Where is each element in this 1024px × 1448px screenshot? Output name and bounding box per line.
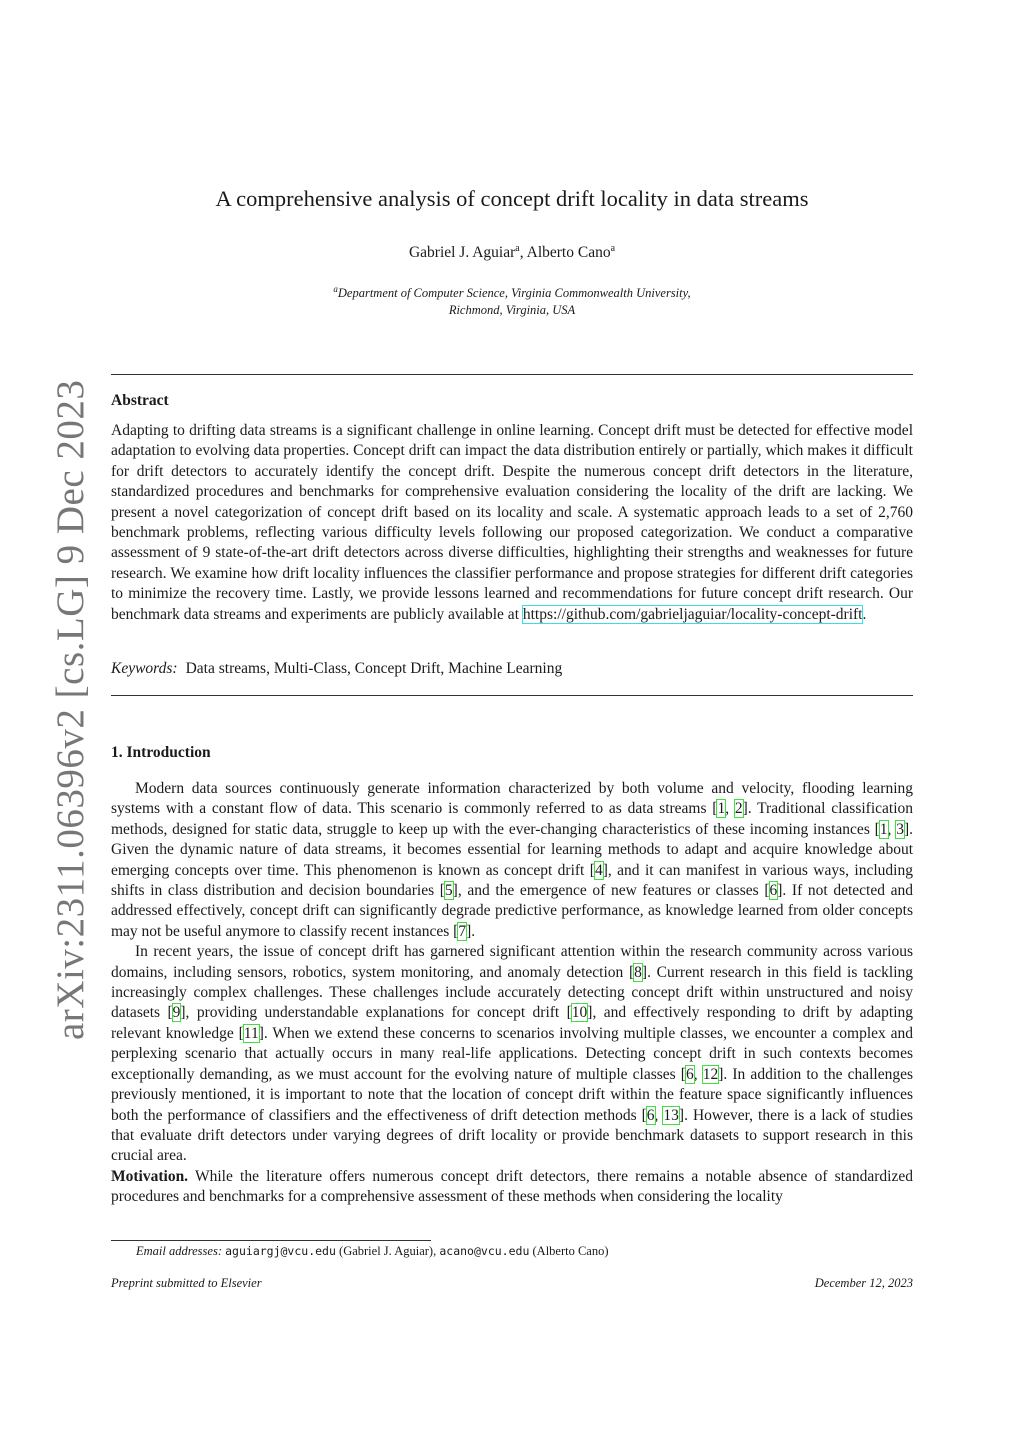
arxiv-side-stamp: arXiv:2311.06396v2 [cs.LG] 9 Dec 2023	[49, 379, 92, 1040]
author-list: Gabriel J. Aguiar$^a$, Alberto Cano$^a$	[408, 243, 616, 262]
affiliation-mark: a	[333, 284, 338, 294]
author-mark: a	[610, 243, 616, 254]
citation-link[interactable]: 9	[172, 1004, 181, 1022]
author-name: Alberto Cano	[526, 244, 611, 262]
email-link[interactable]: acano@vcu.edu	[439, 1244, 530, 1258]
citation-link[interactable]: 1	[879, 820, 888, 838]
citation-link[interactable]: 2	[734, 800, 743, 818]
keywords-text: Data streams, Multi-Class, Concept Drift, Machine Learning	[185, 660, 563, 677]
abstract-body: Adapting to drifting data streams is a significant challenge in online learning. Concept drift must be detected for effective model adaptation to evolving data properties. Concept drift can impact the data distribution entirely or partially, which makes it difficult for drift detectors to accurately identify the concept drift. Despite the numerous concept drift detectors in the literature, standardized procedures and benchmarks for comprehensive evaluation considering the locality of the drift are lacking. We present a novel categorization of concept drift based on its locality and scale. A systematic approach leads to a set of 2,760 benchmark problems, reflecting various difficulty levels following our proposed categorization. We conduct a comparative assessment of 9 state-of-the-art drift detectors across diverse difficulties, highlighting their strengths and weaknesses for future research. We examine how drift locality influences the classifier performance and propose strategies for different drift categories to minimize the recovery time. Lastly, we provide lessons learned and recommendations for future concept drift research. Our benchmark data streams and experiments are publicly available at https://github.com/gabrieljaguiar/locality-concept-drift.	[111, 422, 913, 623]
github-link[interactable]: https://github.com/gabrieljaguiar/locality-concept-drift	[522, 605, 863, 623]
footnote-emails: Email addresses: aguiargj@vcu.edu (Gabriel J. Aguiar), acano@vcu.edu (Alberto Cano)	[136, 1244, 609, 1258]
abstract-heading: Abstract	[111, 392, 169, 409]
author-name: Gabriel J. Aguiar	[408, 244, 516, 262]
introduction-body	[111, 779, 913, 1208]
citation-link[interactable]: 1	[717, 800, 726, 818]
citation-link[interactable]: 6	[685, 1065, 694, 1083]
keywords	[111, 660, 562, 678]
keywords-label: Keywords:	[111, 660, 178, 677]
motivation-label: Motivation.	[111, 1167, 189, 1185]
abstract-text: Adapting to drifting data streams is a significant challenge in online learning. Concept drift must be detected for effective model adaptation to evolving data properties. Concept drift can impact the data distribution entirely or partially, which makes it difficult for drift detectors to accurately identify the concept drift. Despite the numerous concept drift detectors in the literature, standardized procedures and benchmarks for comprehensive evaluation considering the locality of the drift are lacking. We present a novel categorization of concept drift based on its locality and scale. A systematic approach leads to a set of 2,760 benchmark problems, reflecting various difficulty levels following our proposed categorization. We conduct a comparative assessment of 9 state-of-the-art drift detectors across diverse difficulties, highlighting their strengths and weaknesses for future research. We examine how drift locality influences the classifier performance and propose strategies for different drift categories to minimize the recovery time. Lastly, we provide lessons learned and recommendations for future concept drift research. Our benchmark data streams and experiments are publicly available at	[111, 422, 913, 623]
abstract-bottom-rule	[111, 695, 913, 696]
affiliation-line: Department of Computer Science, Virginia Commonwealth University,	[337, 286, 691, 301]
section-heading: 1. Introduction	[111, 744, 211, 761]
citation-link[interactable]: 6	[769, 882, 778, 900]
citation-link[interactable]: 12	[702, 1065, 719, 1083]
citation-link[interactable]: 5	[444, 882, 453, 900]
citation-link[interactable]: 13	[663, 1106, 679, 1124]
citation-link[interactable]: 11	[243, 1024, 259, 1042]
citation-link[interactable]: 3	[896, 820, 904, 838]
motivation-paragraph: Motivation. While the literature offers numerous concept drift detectors, there remains a notable absence of standardized procedures and benchmarks for a comprehensive assessment of these methods when considering the locality	[111, 1167, 913, 1206]
citation-link[interactable]: 6	[646, 1106, 655, 1124]
citation-link[interactable]: 7	[458, 922, 467, 940]
citation-link[interactable]: 4	[594, 861, 603, 879]
footer-date: December 12, 2023	[814, 1276, 913, 1290]
preprint-note: Preprint submitted to Elsevier	[111, 1276, 262, 1290]
footnote-rule	[111, 1240, 431, 1241]
author-mark: a	[515, 243, 520, 254]
affiliation	[111, 281, 913, 319]
paper-title: A comprehensive analysis of concept drift locality in data streams	[215, 186, 809, 211]
intro-paragraph-2: In recent years, the issue of concept drift has garnered significant attention within the research community across various domains, including sensors, robotics, system monitoring, and anomaly detection [8]. Current research in this field is tackling increasingly complex challenges. These challenges include accurately detecting concept drift within unstructured and noisy datasets [9], providing understandable explanations for concept drift [10], and effectively responding to drift by adapting relevant knowledge [11]. When we extend these concerns to scenarios involving multiple classes, we encounter a complex and perplexing scenario that actually occurs in many real-life applications. Detecting concept drift in such contexts becomes exceptionally demanding, as we must account for the evolving nature of multiple classes [6, 12]. In addition to the challenges previously mentioned, it is important to note that the location of concept drift within the feature space significantly influences both the performance of classifiers and the effectiveness of drift detection methods [6, 13]. However, there is a lack of studies that evaluate drift detectors under varying degrees of drift locality or provide benchmark datasets to support research in this crucial area.	[111, 943, 914, 1165]
email-link[interactable]: aguiargj@vcu.edu	[225, 1244, 336, 1258]
citation-link[interactable]: 8	[634, 963, 642, 981]
citation-link[interactable]: 10	[571, 1004, 588, 1022]
affiliation-line: Richmond, Virginia, USA	[448, 303, 576, 318]
footnote-label: Email addresses:	[136, 1244, 222, 1258]
intro-paragraph-1: Modern data sources continuously generate information characterized by both volume and velocity, flooding learning systems with a constant flow of data. This scenario is commonly referred to as data streams [1, 2]. Traditional classification methods, designed for static data, struggle to keep up with the ever-changing characteristics of these incoming instances [1, 3]. Given the dynamic nature of data streams, it becomes essential for learning methods to adapt and acquire knowledge about emerging concepts over time. This phenomenon is known as concept drift [4], and it can manifest in various ways, including shifts in class distribution and decision boundaries [5], and the emergence of new features or classes [6]. If not detected and addressed effectively, concept drift can significantly degrade predictive performance, as knowledge learned from older concepts may not be useful anymore to classify recent instances [7].	[111, 780, 914, 940]
abstract-top-rule	[111, 374, 913, 375]
